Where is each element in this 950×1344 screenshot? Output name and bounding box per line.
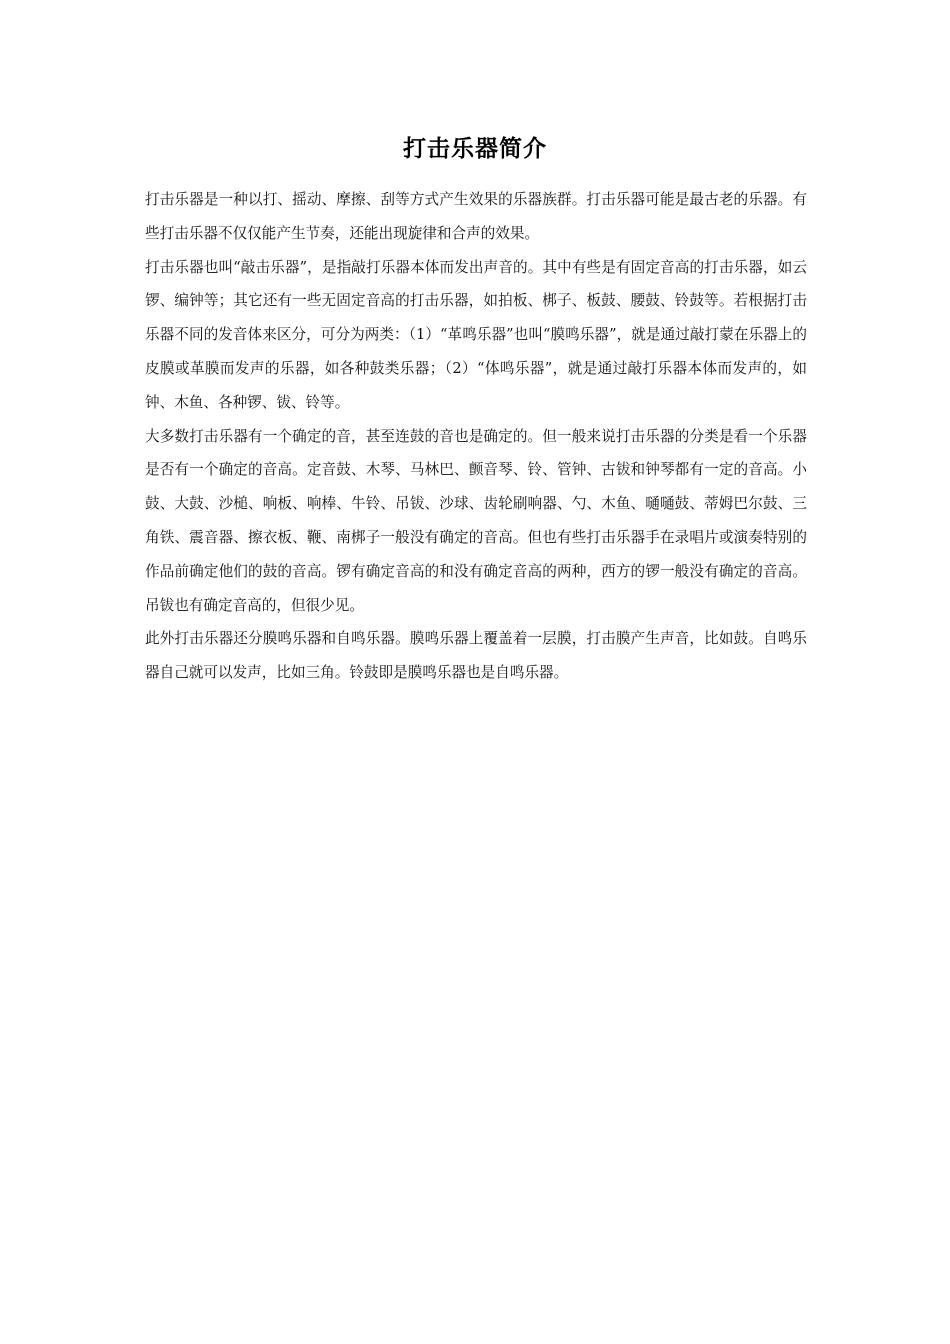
paragraph-pitch: 大多数打击乐器有一个确定的音，甚至连鼓的音也是确定的。但一般来说打击乐器的分类是看一个乐器是否有一个确定的音高。定音鼓、木琴、马林巴、颤音琴、铃、管钟、古钹和钟琴都有一定的音高。小鼓、大鼓、沙槌、响板、响棒、牛铃、吊钹、沙球、齿轮刷响器、勺、木鱼、嗵嗵鼓、蒂姆巴尔鼓、三角铁、震音器、擦衣板、鞭、南梆子一般没有确定的音高。但也有些打击乐器手在录唱片或演奏特别的作品前确定他们的鼓的音高。锣有确定音高的和没有确定音高的两种，西方的锣一般没有确定的音高。吊钹也有确定音高的，但很少见。: [145, 427, 807, 614]
paragraph-membrane-self-sounding: 此外打击乐器还分膜鸣乐器和自鸣乐器。膜鸣乐器上覆盖着一层膜，打击膜产生声音，比如鼓。自鸣乐器自己就可以发声，比如三角。铃鼓即是膜鸣乐器也是自鸣乐器。: [145, 630, 807, 682]
paragraph-classification: 打击乐器也叫“敲击乐器”，是指敲打乐器本体而发出声音的。其中有些是有固定音高的打击乐器，如云锣、编钟等；其它还有一些无固定音高的打击乐器，如拍板、梆子、板鼓、腰鼓、铃鼓等。若根据打击乐器不同的发音体来区分，可分为两类：（1）“革鸣乐器”也叫“膜鸣乐器”，就是通过敲打蒙在乐器上的皮膜或革膜而发声的乐器，如各种鼓类乐器；（2）“体鸣乐器”，就是通过敲打乐器本体而发声的，如钟、木鱼、各种锣、钹、铃等。: [145, 258, 807, 411]
paragraph-intro: 打击乐器是一种以打、摇动、摩擦、刮等方式产生效果的乐器族群。打击乐器可能是最古老的乐器。有些打击乐器不仅仅能产生节奏，还能出现旋律和合声的效果。: [145, 191, 807, 242]
document-body: [145, 183, 807, 690]
document-title: 打击乐器简介: [403, 135, 547, 162]
